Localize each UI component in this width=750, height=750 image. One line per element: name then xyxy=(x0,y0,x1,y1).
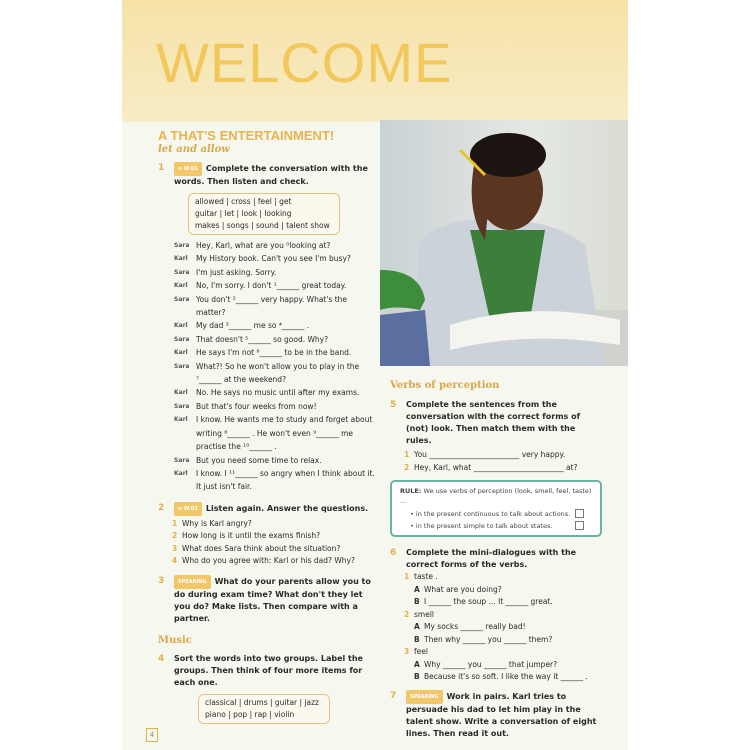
question-item xyxy=(158,530,378,543)
speaker-name: Sara xyxy=(174,362,190,370)
item-number: 1 xyxy=(404,572,410,581)
sentence-text: You ________________________ very happy. xyxy=(414,450,566,459)
word-box-line: piano | pop | rap | violin xyxy=(205,709,295,719)
line-text: What are you doing? xyxy=(424,584,502,594)
question-text: Why is Karl angry? xyxy=(182,518,252,528)
exercise-instruction: Work in pairs. Karl tries to persuade his dad to let him play in the talent show. Write a conversation of eight lines. Then read it out. xyxy=(406,691,597,738)
speaker-name: Karl xyxy=(174,469,188,477)
dialogue-text: Hey, Karl, what are you ⁰looking at? xyxy=(196,241,331,250)
audio-badge: ⊙ W.01 xyxy=(174,162,202,176)
verb-item xyxy=(390,646,602,659)
rule-bullet: • in the present simple to talk about states. xyxy=(400,521,592,531)
exercise-5 xyxy=(390,399,602,447)
speaker-letter: B xyxy=(414,634,420,644)
line-text: Then why ______ you ______ them? xyxy=(424,634,553,644)
line-text: I ______ the soup ... It ______ great. xyxy=(424,597,553,606)
dialogue-text: No. He says no music until after my exams. xyxy=(196,388,360,398)
exercise-number: 5 xyxy=(390,400,397,410)
dialogue-text: I know. I ¹¹______ so angry when I think about it. It just isn't fair. xyxy=(196,468,375,492)
section-a-title: A THAT'S ENTERTAINMENT! xyxy=(158,128,335,143)
exercise-7 xyxy=(390,690,602,740)
mini-dialogue-line xyxy=(390,584,602,597)
speaker-letter: A xyxy=(414,622,420,631)
dialogue-line xyxy=(158,360,378,387)
exercise-instruction: Complete the conversation with the words. Then listen and check. xyxy=(174,164,368,186)
speaker-name: Karl xyxy=(174,255,188,263)
dialogue-text: No, I'm sorry. I don't ¹______ great today. xyxy=(196,281,347,291)
speaking-badge: SPEAKING xyxy=(406,690,443,704)
dialogue-line xyxy=(158,279,378,292)
mini-dialogue-line xyxy=(390,596,602,609)
dialogue-line xyxy=(158,266,378,279)
speaker-name: Sara xyxy=(174,456,190,464)
exercise-6 xyxy=(390,547,602,571)
speaker-name: Karl xyxy=(174,349,188,357)
mini-dialogue-line xyxy=(390,671,602,684)
word-box-line: classical | drums | guitar | jazz xyxy=(205,697,319,707)
exercise-number: 2 xyxy=(158,502,165,513)
question-item xyxy=(158,543,378,556)
dialogue-line xyxy=(158,454,378,467)
line-text: Why ______ you ______ that jumper? xyxy=(424,659,558,669)
rule-box xyxy=(390,480,602,537)
rule-text: We use verbs of perception (look, smell, feel, taste) ... xyxy=(400,487,592,505)
exercise-number: 1 xyxy=(158,163,165,173)
dialogue-line xyxy=(158,293,378,320)
exercise-instruction: Listen again. Answer the questions. xyxy=(205,503,369,513)
speaker-name: Karl xyxy=(174,389,188,397)
rule-bullet-text: in the present simple to talk about states. xyxy=(415,522,553,530)
item-number: 3 xyxy=(404,647,410,656)
verbs-title: Verbs of perception xyxy=(390,380,500,391)
question-item xyxy=(158,555,378,568)
dialogue-text: But you need some time to relax. xyxy=(196,455,322,465)
verb-item xyxy=(390,609,602,622)
verb-label: smell xyxy=(414,609,434,619)
checkbox[interactable] xyxy=(575,521,584,530)
verb-label: feel xyxy=(414,647,428,656)
dialogue-line xyxy=(158,252,378,265)
dialogue-line xyxy=(158,333,378,346)
question-text: Who do you agree with: Karl or his dad? Why? xyxy=(182,556,355,566)
dialogue-text: That doesn't ⁵______ so good. Why? xyxy=(196,334,329,344)
speaker-name: Sara xyxy=(174,242,190,249)
page-title: WELCOME xyxy=(156,31,453,94)
exercise-1 xyxy=(158,162,378,188)
speaker-letter: A xyxy=(414,659,420,669)
rule-bullet: • in the present continuous to talk about actions. xyxy=(400,509,592,519)
question-list xyxy=(158,518,378,568)
speaker-name: Karl xyxy=(174,416,188,424)
word-box xyxy=(198,694,330,724)
dialogue-line xyxy=(158,239,378,252)
dialogue-line xyxy=(158,413,378,453)
page-number: 4 xyxy=(146,728,158,742)
dialogue-text: I know. He wants me to study and forget about writing ⁸______ . He won't even ⁹______ me practise the ¹⁰______ . xyxy=(196,415,373,452)
speaker-letter: A xyxy=(414,584,420,594)
question-number: 2 xyxy=(172,531,178,541)
checkbox[interactable] xyxy=(575,509,584,518)
exercise-3 xyxy=(158,575,378,625)
speaker-name: Sara xyxy=(174,402,190,410)
word-box-line: guitar | let | look | looking xyxy=(195,209,292,218)
dialogue-text: He says I'm not ⁶______ to be in the band. xyxy=(196,348,352,358)
speaker-letter: B xyxy=(414,672,420,681)
speaker-name: Sara xyxy=(174,335,190,343)
dialogue-text: You don't ²______ very happy. What's the matter? xyxy=(196,294,348,318)
rule-bullet-text: in the present continuous to talk about actions. xyxy=(415,510,571,518)
speaker-name: Karl xyxy=(174,322,188,330)
speaker-name: Sara xyxy=(174,268,190,276)
dialogue-text: What?! So he won't allow you to play in the ⁷______ at the weekend? xyxy=(196,361,360,385)
speaker-name: Karl xyxy=(174,282,188,290)
sentence-item xyxy=(390,449,602,462)
exercise-instruction: Complete the sentences from the conversation with the correct forms of (not) look. Then match them with the rules. xyxy=(406,400,581,445)
dialogue-text: But that's four weeks from now! xyxy=(196,401,317,411)
question-text: How long is it until the exams finish? xyxy=(182,531,321,541)
word-box-line: makes | songs | sound | talent show xyxy=(195,221,330,230)
music-title: Music xyxy=(158,634,192,646)
question-number: 3 xyxy=(172,543,178,553)
dialogue xyxy=(158,239,378,494)
exercise-instruction: What do your parents allow you to do during exam time? What don't they let you do? Make lists. Then compare with a partner. xyxy=(174,576,371,623)
exercise-2 xyxy=(158,502,378,516)
word-box-line: allowed | cross | feel | get xyxy=(195,197,292,206)
word-box xyxy=(188,193,340,235)
photo-student-studying xyxy=(380,120,628,366)
verb-item xyxy=(390,571,602,584)
exercise-instruction: Complete the mini-dialogues with the correct forms of the verbs. xyxy=(406,548,577,569)
mini-dialogue-line xyxy=(390,659,602,672)
dialogue-line xyxy=(158,400,378,413)
item-number: 2 xyxy=(404,462,410,472)
dialogue-text: I'm just asking. Sorry. xyxy=(196,267,277,277)
question-item xyxy=(158,518,378,531)
mini-dialogues xyxy=(390,571,602,684)
dialogue-line xyxy=(158,319,378,332)
speaking-badge: SPEAKING xyxy=(174,575,211,589)
sentence-item xyxy=(390,462,602,475)
line-text: Because it's so soft. I like the way it ______ . xyxy=(424,672,588,681)
question-text: What does Sara think about the situation? xyxy=(182,543,341,553)
section-a-subtitle: let and allow xyxy=(158,144,230,155)
exercise-number: 4 xyxy=(158,653,165,664)
exercise-number: 6 xyxy=(390,548,397,558)
question-number: 1 xyxy=(172,518,178,528)
item-number: 2 xyxy=(404,609,410,619)
dialogue-line xyxy=(158,346,378,359)
verb-label: taste . xyxy=(414,572,438,581)
dialogue-text: My History book. Can't you see I'm busy? xyxy=(196,254,351,264)
question-number: 4 xyxy=(172,556,178,566)
item-number: 1 xyxy=(404,450,410,459)
rule-label: RULE: xyxy=(400,487,422,495)
speaker-name: Sara xyxy=(174,295,190,303)
line-text: My socks ______ really bad! xyxy=(424,622,526,631)
exercise-instruction: Sort the words into two groups. Label the groups. Then think of four more items for each one. xyxy=(174,653,363,687)
exercise-4 xyxy=(158,653,378,689)
mini-dialogue-line xyxy=(390,634,602,647)
exercise-number: 3 xyxy=(158,575,165,586)
speaker-letter: B xyxy=(414,597,420,606)
audio-badge: ⊙ W.01 xyxy=(174,502,202,516)
dialogue-line xyxy=(158,467,378,494)
sentence-text: Hey, Karl, what ________________________ at? xyxy=(414,462,578,472)
mini-dialogue-line xyxy=(390,621,602,634)
exercise-number: 7 xyxy=(390,690,397,701)
dialogue-text: My dad ³______ me so ⁴______ . xyxy=(196,321,310,331)
dialogue-line xyxy=(158,386,378,399)
